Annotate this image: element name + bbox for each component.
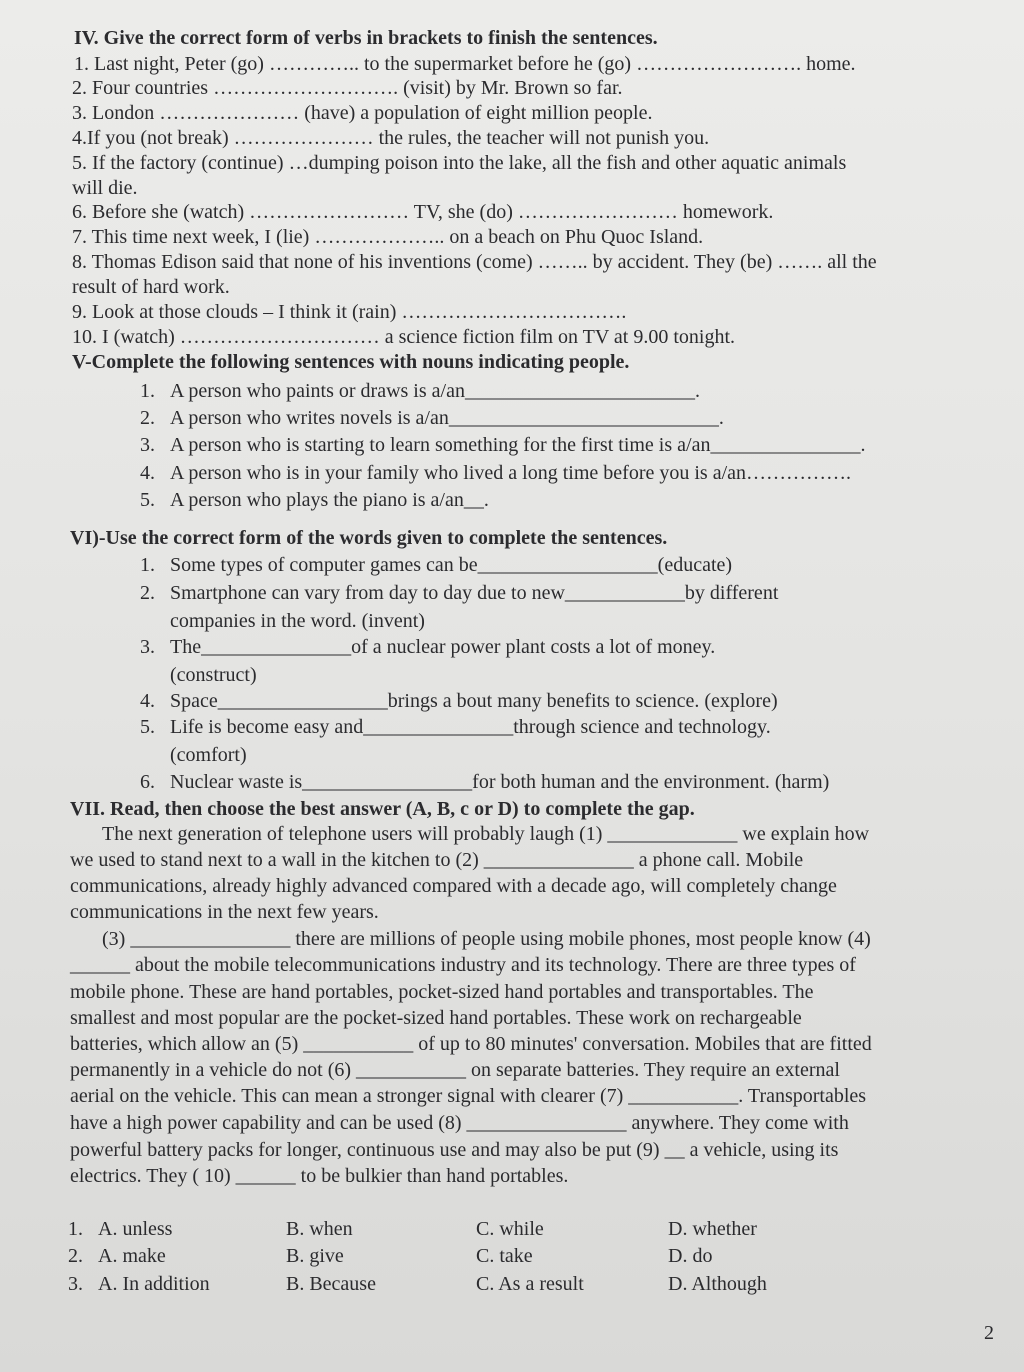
section-4-heading: IV. Give the correct form of verbs in brackets to finish the sentences. xyxy=(74,27,658,49)
s6-item-1: 1. Some types of computer games can be__________________(educate) xyxy=(140,554,733,576)
option-1c: C. while xyxy=(476,1218,544,1240)
s6-item-5-cont: (comfort) xyxy=(170,744,247,766)
s4-line-5-cont: will die. xyxy=(72,177,138,199)
s7-passage-line-3: communications, already highly advanced compared with a decade ago, will completely change xyxy=(70,875,837,897)
s4-line-9: 9. Look at those clouds – I think it (rain) ……………………………. xyxy=(72,301,627,323)
s7-passage-line-13: powerful battery packs for longer, continuous use and may also be put (9) __ a vehicle, using its xyxy=(70,1139,839,1161)
s7-passage-line-7: mobile phone. These are hand portables, pocket-sized hand portables and transportables. The xyxy=(70,981,814,1003)
option-3a: A. In addition xyxy=(98,1273,210,1295)
option-2a: A. make xyxy=(98,1245,166,1267)
s6-item-5: 5. Life is become easy and_______________through science and technology. xyxy=(140,716,771,738)
section-5-heading: V-Complete the following sentences with nouns indicating people. xyxy=(72,351,630,373)
option-2b: B. give xyxy=(286,1245,344,1267)
s6-item-6: 6. Nuclear waste is_________________for both human and the environment. (harm) xyxy=(140,771,830,793)
s4-line-4: 4.If you (not break) ………………… the rules, the teacher will not punish you. xyxy=(72,127,710,149)
section-7-heading: VII. Read, then choose the best answer (A, B, c or D) to complete the gap. xyxy=(70,798,695,820)
s4-line-10: 10. I (watch) ………………………… a science fiction film on TV at 9.00 tonight. xyxy=(72,326,736,348)
option-3c: C. As a result xyxy=(476,1273,584,1295)
option-1a: A. unless xyxy=(98,1218,173,1240)
s7-passage-line-6: ______ about the mobile telecommunications industry and its technology. There are three types of xyxy=(70,954,856,976)
s4-line-7: 7. This time next week, I (lie) ……………….. on a beach on Phu Quoc Island. xyxy=(72,226,704,248)
s5-item-2: 2. A person who writes novels is a/an___________________________. xyxy=(140,407,724,429)
s7-passage-line-5: (3) ________________ there are millions of people using mobile phones, most people know (4) xyxy=(102,928,871,950)
option-2c: C. take xyxy=(476,1245,533,1267)
s4-line-8-cont: result of hard work. xyxy=(72,276,230,298)
s4-line-5: 5. If the factory (continue) …dumping poison into the lake, all the fish and other aquatic animals xyxy=(72,152,847,174)
s6-item-4: 4. Space_________________brings a bout many benefits to science. (explore) xyxy=(140,690,778,712)
option-3d: D. Although xyxy=(668,1273,767,1295)
option-2d: D. do xyxy=(668,1245,713,1267)
s5-item-1: 1. A person who paints or draws is a/an_______________________. xyxy=(140,380,700,402)
worksheet-page: IV. Give the correct form of verbs in brackets to finish the sentences. 1. Last night, Peter (go) ………….. to the supermarket before he (go) ……………………. home. 2. Four countries ………………………. (visit) by Mr. Brown so far. 3. London ………………… (have) a population of eight million people. 4.If you (not break) ………………… the rules, the teacher will not punish you. 5. If the factory (continue) …dumping poison into the lake, all the fish and other aquatic animals will die. 6. Before she (watch) …………………… TV, she (do) …………………… homework. 7. This time next week, I (lie) ……………….. on a beach on Phu Quoc Island. 8. Thomas Edison said that none of his inventions (come) …….. by accident. They (be) ……. all the result of hard work. 9. Look at those clouds – I think it (rain) ……………………………. 10. I (watch) ………………………… a science fiction film on TV at 9.00 tonight. V-Complete the following sentences with nouns indicating people. 1. A person who paints or draws is a/an_______________________. 2. A person who writes novels is a/an___________________________. 3. A person who is starting to learn something for the first time is a/an_______________. 4. A person who is in your family who lived a long time before you is a/an……………. 5. A person who plays the piano is a/an__. VI)-Use the correct form of the words given to complete the sentences. 1. Some types of computer games can be__________________(educate) 2. Smartphone can vary from day to day due to new____________by different companies in the word. (invent) 3. The_______________of a nuclear power plant costs a lot of money. (construct) 4. Space_________________brings a bout many benefits to science. (explore) 5. Life is become easy and_______________through science and technology. (comfort) 6. Nuclear waste is_________________for both human and the environment. (harm) VII. Read, then choose the best answer (A, B, c or D) to complete the gap. The next generation of telephone users will probably laugh (1) _____________ we explain how we used to stand next to a wall in the kitchen to (2) _______________ a phone call. Mobile communications, already highly advanced compared with a decade ago, will completely change communications in the next few years. (3) ________________ there are millions of people using mobile phones, most people know (4) ______ about the mobile telecommunications industry and its technology. There are three types of mobile phone. These are hand portables, pocket-sized hand portables and transportables. The smallest and most popular are the pocket-sized hand portables. These work on rechargeable batteries, which allow an (5) ___________ of up to 80 minutes' conversation. Mobiles that are fitted permanently in a vehicle do not (6) ___________ on separate batteries. They require an external aerial on the vehicle. This can mean a stronger signal with clearer (7) ___________. Transportables have a high power capability and can be used (8) ________________ anywhere. They come with powerful battery packs for longer, continuous use and may also be put (9) __ a vehicle, using its electrics. They ( 10) ______ to be bulkier than hand portables. 1. A. unless B. when C. while D. whether 2. A. make B. give C. take D. do 3. A. In addition B. Because C. As a result D. Although 2 xyxy=(0,0,1024,1372)
s7-passage-line-1: The next generation of telephone users will probably laugh (1) _____________ we explain how xyxy=(102,823,870,845)
option-1d: D. whether xyxy=(668,1218,757,1240)
s7-passage-line-9: batteries, which allow an (5) ___________ of up to 80 minutes' conversation. Mobiles that are fitted xyxy=(70,1033,872,1055)
s6-item-2: 2. Smartphone can vary from day to day due to new____________by different xyxy=(140,582,779,604)
page-number: 2 xyxy=(984,1322,994,1344)
s4-line-8: 8. Thomas Edison said that none of his inventions (come) …….. by accident. They (be) ……. all the xyxy=(72,251,877,273)
s5-item-3: 3. A person who is starting to learn something for the first time is a/an_______________. xyxy=(140,434,866,456)
s5-item-4: 4. A person who is in your family who lived a long time before you is a/an……………. xyxy=(140,462,852,484)
s6-item-3-cont: (construct) xyxy=(170,664,257,686)
s6-item-3: 3. The_______________of a nuclear power plant costs a lot of money. xyxy=(140,636,716,658)
option-1b: B. when xyxy=(286,1218,353,1240)
s7-passage-line-11: aerial on the vehicle. This can mean a stronger signal with clearer (7) ___________. Transportables xyxy=(70,1085,867,1107)
s4-line-1: 1. Last night, Peter (go) ………….. to the supermarket before he (go) ……………………. home. xyxy=(74,53,856,75)
s7-passage-line-4: communications in the next few years. xyxy=(70,901,379,923)
s4-line-2: 2. Four countries ………………………. (visit) by Mr. Brown so far. xyxy=(72,77,623,99)
s5-item-5: 5. A person who plays the piano is a/an__. xyxy=(140,489,489,511)
option-3b: B. Because xyxy=(286,1273,376,1295)
s7-passage-line-12: have a high power capability and can be used (8) ________________ anywhere. They come with xyxy=(70,1112,849,1134)
s7-passage-line-10: permanently in a vehicle do not (6) ___________ on separate batteries. They require an external xyxy=(70,1059,840,1081)
s7-passage-line-8: smallest and most popular are the pocket-sized hand portables. These work on rechargeable xyxy=(70,1007,802,1029)
section-6-heading: VI)-Use the correct form of the words given to complete the sentences. xyxy=(70,527,668,549)
s4-line-6: 6. Before she (watch) …………………… TV, she (do) …………………… homework. xyxy=(72,201,774,223)
s7-passage-line-2: we used to stand next to a wall in the kitchen to (2) _______________ a phone call. Mobile xyxy=(70,849,804,871)
s4-line-3: 3. London ………………… (have) a population of eight million people. xyxy=(72,102,653,124)
s7-passage-line-14: electrics. They ( 10) ______ to be bulkier than hand portables. xyxy=(70,1165,569,1187)
s6-item-2-cont: companies in the word. (invent) xyxy=(170,610,425,632)
